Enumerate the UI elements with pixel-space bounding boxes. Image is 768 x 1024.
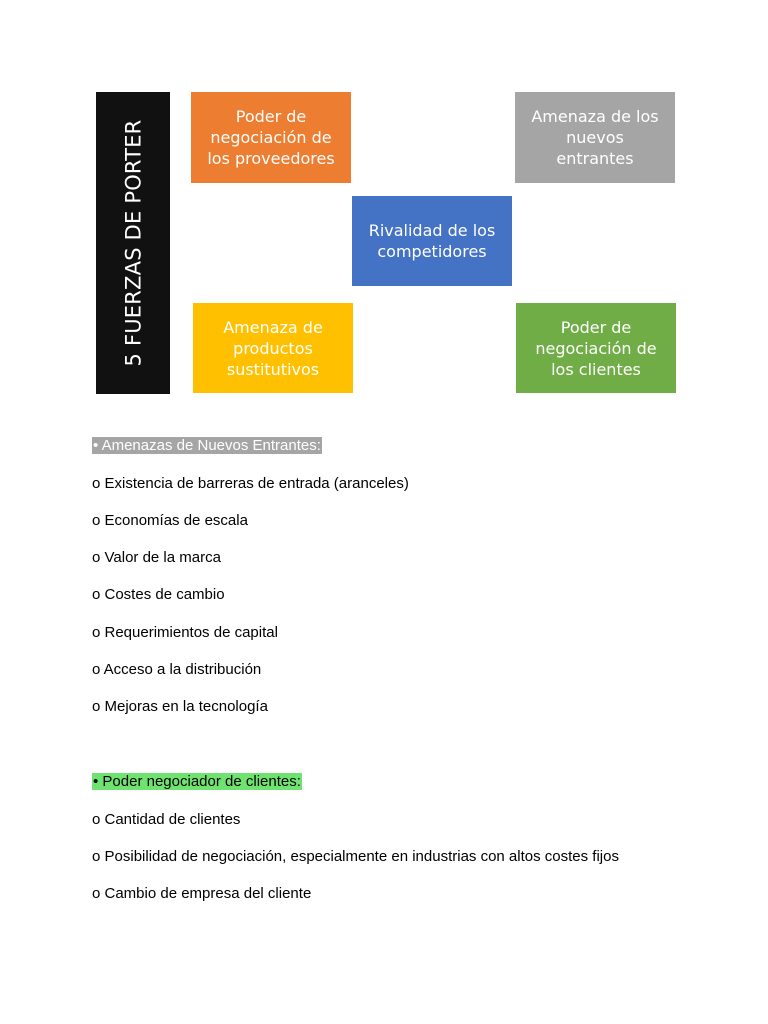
section1-heading-line: [92, 437, 322, 455]
list-item: o Cantidad de clientes: [92, 811, 241, 828]
list-item: o Costes de cambio: [92, 586, 225, 603]
box-amenaza-nuevos-entrantes: [515, 92, 675, 183]
section2-heading: • Poder negociador de clientes:: [93, 773, 301, 790]
list-item: o Economías de escala: [92, 512, 248, 529]
list-item: o Existencia de barreras de entrada (aranceles): [92, 475, 409, 492]
list-item: o Mejoras en la tecnología: [92, 698, 268, 715]
list-item: o Valor de la marca: [92, 549, 221, 566]
box-clientes-text: Poder de negociación de los clientes: [535, 317, 657, 379]
box-proveedores-text: Poder de negociación de los proveedores: [207, 107, 335, 168]
list-item: o Acceso a la distribución: [92, 661, 262, 678]
box-sustitutivos-text: Amenaza de productos sustitutivos: [223, 317, 323, 379]
box-poder-proveedores: [191, 92, 351, 183]
box-amenaza-sustitutivos: [193, 303, 353, 393]
box-nuevos-text: Amenaza de los nuevos entrantes: [531, 107, 659, 168]
diagram-side-label: [96, 92, 170, 394]
box-rivalidad-text: Rivalidad de los competidores: [368, 221, 496, 261]
section1-heading: • Amenazas de Nuevos Entrantes:: [93, 437, 321, 454]
list-item: o Cambio de empresa del cliente: [92, 885, 312, 902]
section2-heading-line: [92, 773, 302, 791]
box-poder-clientes: [516, 303, 676, 393]
box-rivalidad-competidores: [352, 196, 512, 286]
porter-diagram: [0, 0, 768, 400]
side-label-text: 5 FUERZAS DE PORTER: [121, 119, 145, 367]
list-item: o Posibilidad de negociación, especialmente en industrias con altos costes fijos: [92, 848, 619, 865]
list-item: o Requerimientos de capital: [92, 624, 278, 641]
